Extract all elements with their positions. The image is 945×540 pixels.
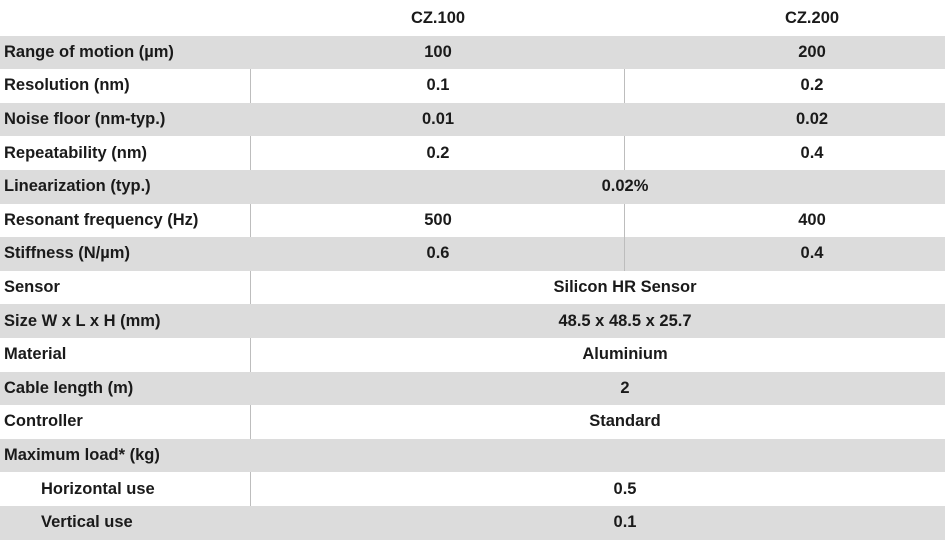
shared-value: 0.02%: [601, 177, 649, 196]
table-row: [0, 136, 945, 170]
shared-value: Standard: [589, 412, 661, 431]
cz100-value: 0.1: [426, 76, 450, 95]
cz200-value: 400: [798, 210, 826, 229]
shared-value: [251, 439, 945, 473]
cz200-value: 0.02: [795, 110, 829, 129]
row-label: Controller: [4, 412, 83, 431]
row-label: Noise floor (nm-typ.): [4, 110, 166, 129]
cz200-value: 0.2: [800, 76, 824, 95]
shared-value: Aluminium: [582, 345, 668, 364]
row-label: Repeatability (nm): [4, 143, 148, 162]
table-row: [0, 103, 945, 137]
shared-value: 0.1: [613, 513, 637, 532]
row-label: Material: [4, 345, 67, 364]
row-label: Vertical use: [41, 513, 133, 532]
table-row: [0, 304, 945, 338]
cz200-value: 0.4: [800, 143, 824, 162]
cz100-value: 0.2: [426, 143, 450, 162]
cz200-value: 200: [798, 42, 826, 61]
row-label: Linearization (typ.): [4, 177, 151, 196]
row-label: Horizontal use: [41, 479, 155, 498]
shared-value: 0.5: [613, 479, 637, 498]
row-label: Range of motion (µm): [4, 42, 174, 61]
cz100-value: 0.01: [421, 110, 455, 129]
table-row: [0, 472, 945, 506]
cz100-value: 0.6: [426, 244, 450, 263]
table-row: [0, 36, 945, 70]
cz200-value: 0.4: [800, 244, 824, 263]
table-row: [0, 237, 945, 271]
cz100-value: 100: [424, 42, 452, 61]
table-row: [0, 372, 945, 406]
table-row: [0, 506, 945, 540]
column-header-cz200: CZ.200: [784, 9, 840, 28]
row-label: Sensor: [4, 278, 60, 297]
cz100-value: 500: [424, 210, 452, 229]
column-header-cz100: CZ.100: [410, 9, 466, 28]
shared-value: Silicon HR Sensor: [553, 278, 697, 297]
table-row: [0, 204, 945, 238]
row-label: Resolution (nm): [4, 76, 130, 95]
table-row: [0, 439, 945, 473]
model-column-divider: [624, 204, 625, 271]
row-label: Maximum load* (kg): [4, 446, 160, 465]
row-label: Cable length (m): [4, 378, 134, 397]
row-label: Stiffness (N/µm): [4, 244, 130, 263]
table-row: [0, 69, 945, 103]
table-row: [0, 170, 945, 204]
row-label: Resonant frequency (Hz): [4, 210, 199, 229]
shared-value: 48.5 x 48.5 x 25.7: [558, 311, 692, 330]
row-label: Size W x L x H (mm): [4, 311, 161, 330]
table-row: [0, 338, 945, 372]
table-row: [0, 271, 945, 305]
shared-value: 2: [620, 378, 630, 397]
table-row: [0, 405, 945, 439]
header-row: [0, 2, 945, 36]
